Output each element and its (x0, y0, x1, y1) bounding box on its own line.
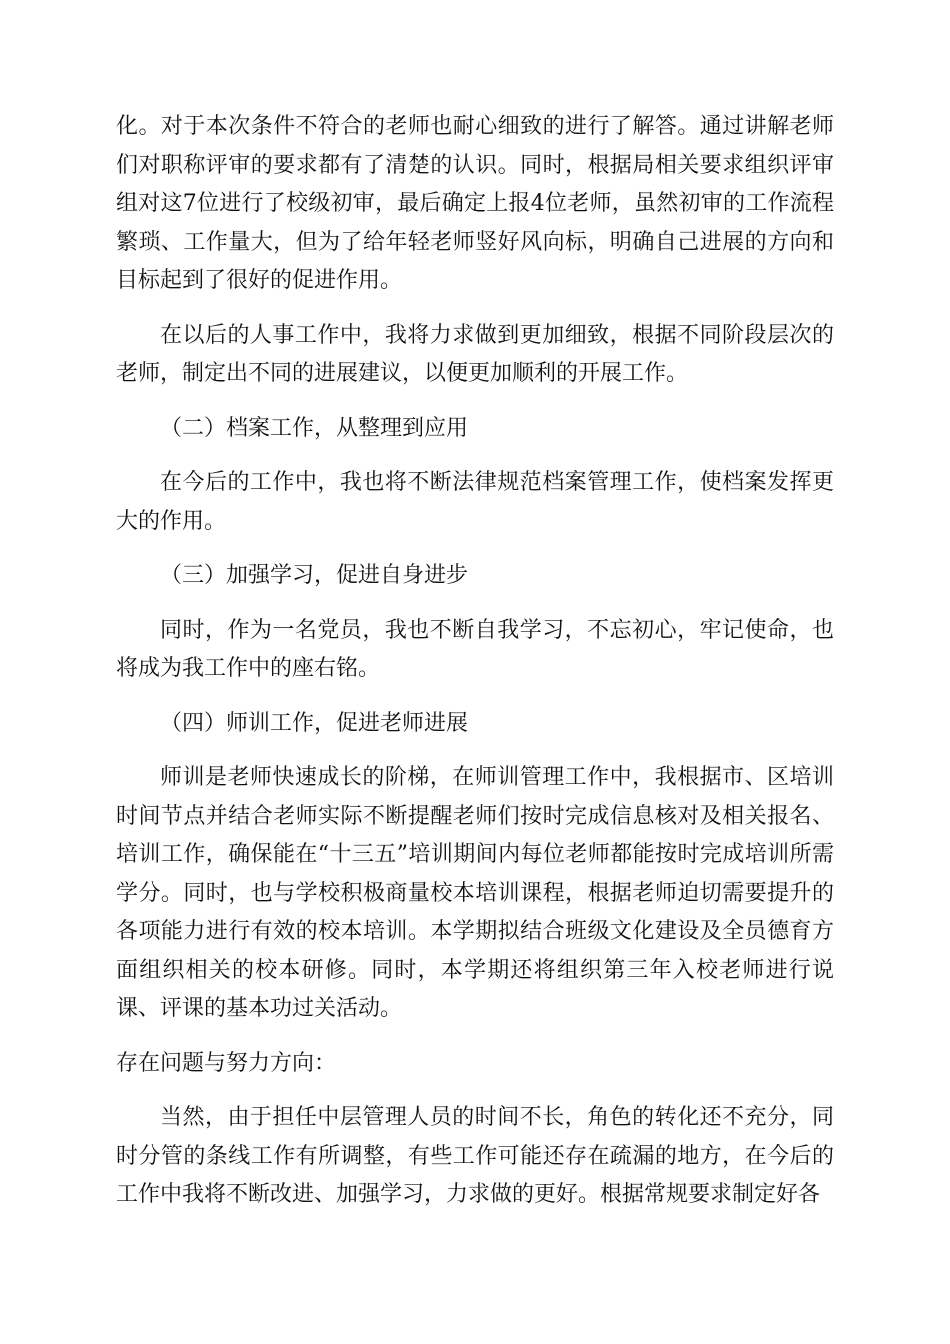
paragraph-continuation: 化。对于本次条件不符合的老师也耐心细致的进行了解答。通过讲解老师们对职称评审的要求都有了清楚的认识。同时，根据局相关要求组织评审组对这7位进行了校级初审，最后确定上报4位老师，虽然初审的工作流程繁琐、工作量大，但为了给年轻老师竖好风向标，明确自己进展的方向和目标起到了很好的促进作用。 (116, 114, 834, 293)
section-heading-problems: 存在问题与努力方向： (116, 1050, 337, 1076)
section-heading-teacher-training: （四）师训工作，促进老师进展 (160, 710, 469, 736)
paragraph-teacher-training: 师训是老师快速成长的阶梯，在师训管理工作中，我根据市、区培训时间节点并结合老师实际不断提醒老师们按时完成信息核对及相关报名、培训工作，确保能在“十三五”培训期间内每位老师都能按时完成培训所需学分。同时，也与学校积极商量校本培训课程，根据老师迫切需要提升的各项能力进行有效的校本培训。本学期拟结合班级文化建设及全员德育方面组织相关的校本研修。同时，本学期还将组织第三年入校老师进行说课、评课的基本功过关活动。 (116, 765, 834, 1021)
paragraph-personnel-work: 在以后的人事工作中，我将力求做到更加细致，根据不同阶段层次的老师，制定出不同的进展建议，以便更加顺利的开展工作。 (116, 322, 834, 386)
document-page (116, 108, 834, 1231)
paragraph-archives: 在今后的工作中，我也将不断法律规范档案管理工作，使档案发挥更大的作用。 (116, 470, 834, 534)
section-heading-learning: （三）加强学习，促进自身进步 (160, 563, 469, 588)
section-heading-archives: （二）档案工作，从整理到应用 (160, 415, 469, 441)
paragraph-learning: 同时，作为一名党员，我也不断自我学习，不忘初心，牢记使命，也将成为我工作中的座右铭。 (116, 617, 834, 681)
paragraph-problems: 当然，由于担任中层管理人员的时间不长，角色的转化还不充分，同时分管的条线工作有所调整，有些工作可能还存在疏漏的地方，在今后的工作中我将不断改进、加强学习，力求做的更好。根据常规要求制定好各 (116, 1105, 834, 1207)
